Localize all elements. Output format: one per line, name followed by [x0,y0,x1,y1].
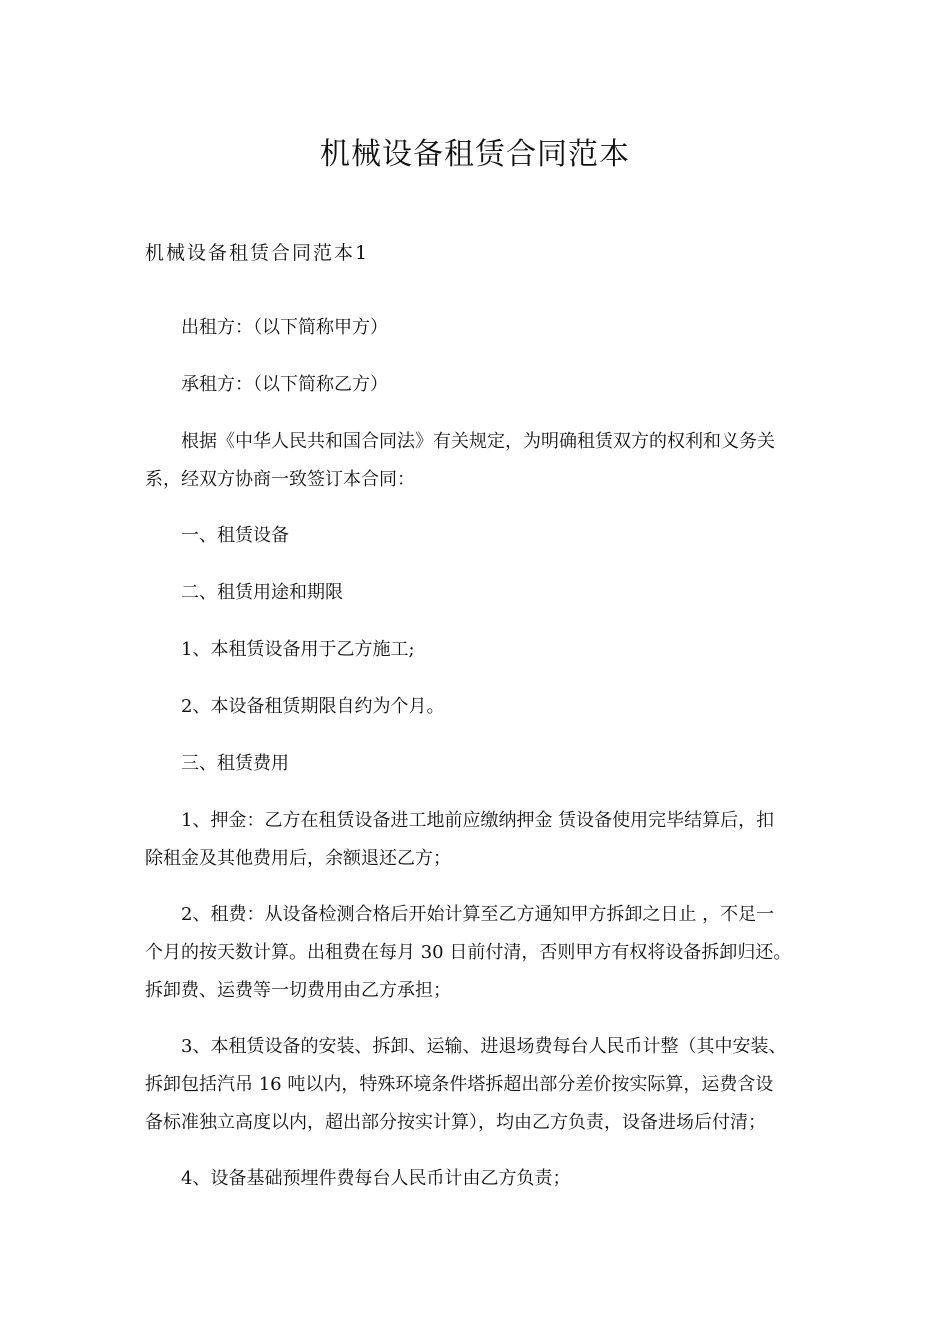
paragraph-line: 系，经双方协商一致签订本合同： [145,469,415,490]
paragraph-line: 3、本租赁设备的安装、拆卸、运输、进退场费每台人民币计整（其中安装、 [181,1036,787,1057]
paragraph-line: 一、租赁设备 [181,525,289,546]
clause-2-item-2 [145,688,805,726]
clause-3-item-3 [145,1028,805,1142]
paragraph-line: 1、本租赁设备用于乙方施工; [181,639,415,660]
document-title: 机械设备租赁合同范本 [320,137,630,172]
paragraph-line: 4、设备基础预埋件费每台人民币计由乙方负责； [181,1168,571,1189]
paragraph-line: 拆卸费、运费等一切费用由乙方承担； [145,980,451,1001]
paragraph-line: 二、租赁用途和期限 [181,582,343,603]
paragraph-line: 根据《中华人民共和国合同法》有关规定，为明确租赁双方的权利和义务关 [181,431,775,452]
paragraph-line: 除租金及其他费用后，余额退还乙方； [145,848,451,869]
clause-heading-1 [145,517,805,555]
paragraph-lessee [145,366,805,404]
paragraph-line: 1、押金：乙方在租赁设备进工地前应缴纳押金 赁设备使用完毕结算后，扣 [181,810,775,831]
paragraph-line: 备标准独立高度以内，超出部分按实计算），均由乙方负责，设备进场后付清； [145,1112,766,1133]
paragraph-line: 拆卸包括汽吊 16 吨以内，特殊环境条件塔拆超出部分差价按实际算，运费含设 [145,1074,774,1095]
paragraph-line: 三、租赁费用 [181,753,289,774]
clause-3-item-1 [145,802,805,878]
paragraph-line: 承租方：（以下简称乙方） [181,374,388,395]
paragraph-line: 2、租费：从设备检测合格后开始计算至乙方通知甲方拆卸之日止 ，不足一 [181,904,775,925]
clause-heading-2 [145,574,805,612]
clause-3-item-2 [145,896,805,1010]
paragraph-lessor [145,309,805,347]
paragraph-line: 出租方：（以下简称甲方） [181,317,388,338]
paragraph-line: 2、本设备租赁期限自约为个月。 [181,696,445,717]
paragraph-preamble [145,423,805,499]
paragraph-line: 个月的按天数计算。出租费在每月 30 日前付清，否则甲方有权将设备拆卸归还。 [145,942,792,963]
clause-3-item-4 [145,1160,805,1198]
clause-2-item-1 [145,631,805,669]
section-heading: 机械设备租赁合同范本1 [145,242,370,264]
clause-heading-3 [145,745,805,783]
